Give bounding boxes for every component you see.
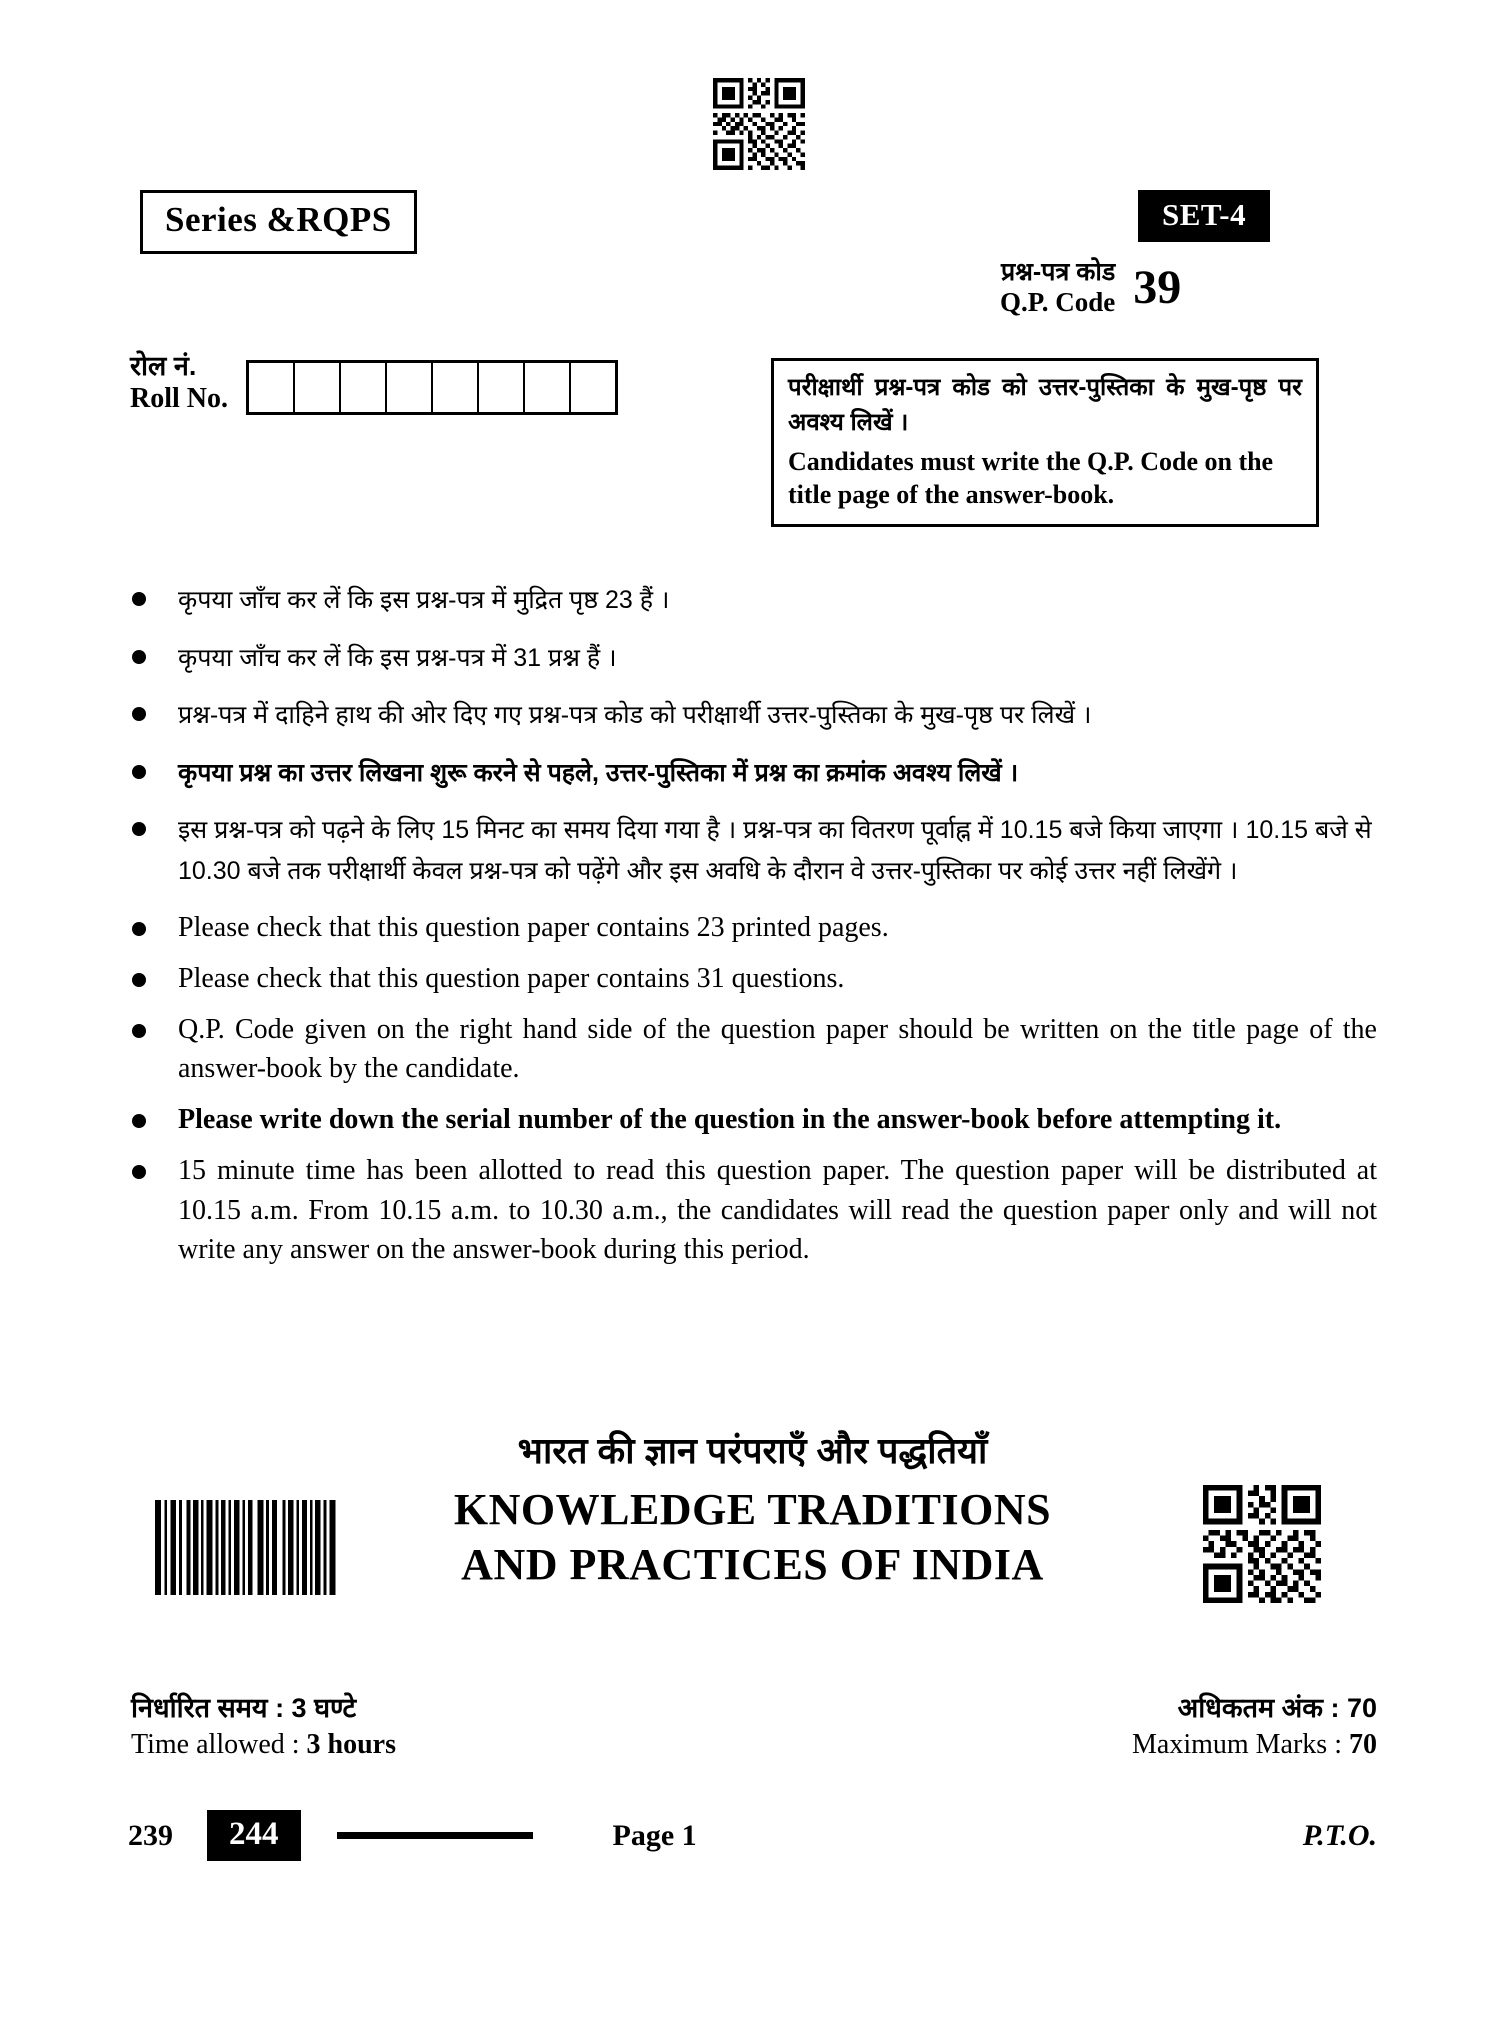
bullet-icon: [132, 1114, 146, 1128]
roll-number-block: [130, 348, 618, 416]
subject-title-hindi: भारत की ज्ञान परंपराएँ और पद्धतियाँ: [517, 1430, 988, 1471]
roll-number-cell[interactable]: [525, 363, 571, 412]
time-allowed-label: Time allowed :: [131, 1729, 307, 1761]
instruction-text-english: Please check that this question paper contains 23 printed pages.: [178, 912, 889, 943]
candidate-notice-english: Candidates must write the Q.P. Code on the title page of the answer-book.: [788, 446, 1274, 510]
footer-set-number: 244: [207, 1810, 301, 1861]
bullet-icon: [132, 1165, 146, 1179]
roll-number-cell[interactable]: [249, 363, 295, 412]
page-number: Page 1: [612, 1818, 697, 1852]
subject-title-english-line2: AND PRACTICES OF INDIA: [461, 1540, 1044, 1590]
roll-number-cell[interactable]: [571, 363, 615, 412]
candidate-notice-box: [771, 358, 1319, 527]
bullet-icon: [132, 822, 146, 836]
qp-code-block: [1000, 258, 1181, 318]
bullet-icon: [132, 707, 146, 721]
maximum-marks-hindi: अधिकतम अंक : 70: [1177, 1693, 1377, 1723]
roll-number-labels: [130, 348, 228, 416]
time-allowed-hindi: निर्धारित समय : 3 घण्टे: [131, 1693, 357, 1723]
roll-number-cell[interactable]: [433, 363, 479, 412]
instruction-item: [132, 959, 1377, 999]
roll-number-label-hindi: रोल नं.: [130, 351, 197, 381]
maximum-marks-value: 70: [1349, 1729, 1377, 1761]
instruction-text-english: Please check that this question paper contains 31 questions.: [178, 962, 845, 994]
set-badge: SET-4: [1138, 190, 1270, 242]
qr-code-top: [713, 78, 805, 170]
bullet-icon: [132, 1024, 146, 1038]
roll-number-input[interactable]: [246, 360, 618, 415]
instruction-item: [132, 695, 1377, 736]
roll-number-cell[interactable]: [479, 363, 525, 412]
instruction-item: [132, 638, 1377, 679]
bullet-icon: [132, 765, 146, 779]
qp-code-label-english: Q.P. Code: [1000, 286, 1116, 317]
time-allowed-value: 3 hours: [306, 1729, 396, 1761]
candidate-notice-hindi: परीक्षार्थी प्रश्न-पत्र कोड को उत्तर-पुस्तिका के मुख-पृष्ठ पर अवश्य लिखें ।: [788, 374, 1302, 436]
bullet-icon: [132, 592, 146, 606]
maximum-marks-english: [1132, 1726, 1377, 1764]
footer-divider: [337, 1832, 533, 1839]
instruction-item: [132, 753, 1377, 794]
instruction-text-english: 15 minute time has been allotted to read this question paper. The question paper will be distributed at 10.15 a.m. From 10.15 a.m. to 10.30 a.m., the candidates will read the question paper only and will not write any answer on the answer-book during this period.: [178, 1154, 1377, 1266]
instruction-item: [132, 580, 1377, 621]
instruction-text-hindi: इस प्रश्न-पत्र को पढ़ने के लिए 15 मिनट का समय दिया गया है । प्रश्न-पत्र का वितरण पूर्वाह्न में 10.15 बजे किया जाएगा । 10.15 बजे से 10.30 बजे तक परीक्षार्थी केवल प्रश्न-पत्र को पढ़ेंगे और इस अवधि के दौरान वे उत्तर-पुस्तिका पर कोई उत्तर नहीं लिखेंगे ।: [178, 816, 1372, 885]
qp-code-value: 39: [1133, 260, 1182, 314]
instruction-item: [132, 810, 1377, 891]
qp-code-label-hindi: प्रश्न-पत्र कोड: [1001, 258, 1116, 286]
instructions-list: [132, 580, 1377, 1281]
instruction-item: [132, 1100, 1377, 1140]
instruction-text-hindi: कृपया प्रश्न का उत्तर लिखना शुरू करने से पहले, उत्तर-पुस्तिका में प्रश्न का क्रमांक अवश्य लिखें ।: [178, 758, 1019, 787]
roll-number-cell[interactable]: [387, 363, 433, 412]
roll-number-cell[interactable]: [295, 363, 341, 412]
pto-label: P.T.O.: [1302, 1818, 1377, 1852]
instruction-item: [132, 1010, 1377, 1090]
instruction-text-hindi: कृपया जाँच कर लें कि इस प्रश्न-पत्र में 31 प्रश्न हैं ।: [178, 643, 617, 672]
maximum-marks-label: Maximum Marks :: [1132, 1729, 1349, 1761]
footer-code: 239: [128, 1818, 173, 1852]
time-allowed-english: [131, 1726, 396, 1764]
page-footer: [128, 1810, 1377, 1861]
qp-code-labels: [1000, 258, 1115, 318]
roll-number-label-english: Roll No.: [130, 383, 228, 415]
instruction-text-english: Please write down the serial number of the question in the answer-book before attempting it.: [178, 1104, 1282, 1135]
roll-number-cell[interactable]: [341, 363, 387, 412]
instruction-item: [132, 1151, 1377, 1270]
qr-code-bottom: [1203, 1485, 1321, 1603]
bullet-icon: [132, 922, 146, 936]
instruction-item: [132, 908, 1377, 948]
series-box: Series &RQPS: [140, 190, 417, 254]
instruction-text-english: Q.P. Code given on the right hand side of the question paper should be written on the title page of the answer-book by the candidate.: [178, 1013, 1377, 1085]
subject-title-english-line1: KNOWLEDGE TRADITIONS: [453, 1485, 1052, 1534]
bullet-icon: [132, 650, 146, 664]
instruction-text-hindi: प्रश्न-पत्र में दाहिने हाथ की ओर दिए गए प्रश्न-पत्र कोड को परीक्षार्थी उत्तर-पुस्तिका के मुख-पृष्ठ पर लिखें ।: [178, 701, 1092, 729]
maximum-marks-block: [1132, 1690, 1377, 1764]
barcode: [153, 1500, 338, 1595]
time-allowed-block: [131, 1690, 396, 1764]
instruction-text-hindi: कृपया जाँच कर लें कि इस प्रश्न-पत्र में मुद्रित पृष्ठ 23 हैं ।: [178, 586, 670, 614]
bullet-icon: [132, 973, 146, 987]
